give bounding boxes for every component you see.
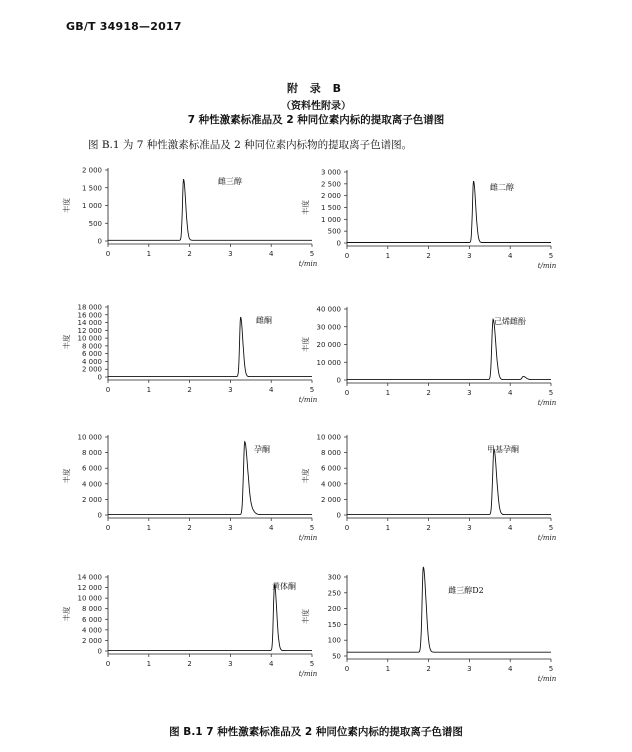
- y-tick-label: 6 000: [81, 464, 102, 473]
- x-tick-label: 1: [385, 524, 391, 532]
- y-tick-label: 0: [336, 239, 341, 248]
- compound-name-label: 甲基孕酮: [487, 445, 519, 454]
- y-tick-label: 8 000: [81, 449, 102, 458]
- x-tick-label: 0: [105, 524, 111, 532]
- y-tick-label: 3 000: [320, 168, 341, 177]
- axis-frame: [108, 305, 312, 380]
- chromatogram-5: [61, 434, 318, 543]
- x-tick-label: 3: [467, 524, 472, 532]
- x-tick-label: 0: [344, 389, 350, 397]
- y-tick-label: 4 000: [81, 626, 102, 635]
- y-tick-label: 20 000: [316, 341, 341, 349]
- y-tick-label: 4 000: [81, 357, 102, 366]
- x-tick-label: 2: [426, 665, 431, 673]
- x-tick-label: 4: [268, 524, 274, 532]
- y-tick-label: 500: [88, 219, 102, 228]
- x-tick-label: 2: [187, 524, 192, 532]
- chromatogram-trace: [108, 585, 312, 651]
- y-tick-label: 200: [327, 605, 341, 614]
- x-tick-label: 3: [228, 386, 233, 394]
- y-tick-label: 30 000: [316, 323, 341, 332]
- x-tick-label: 3: [228, 524, 233, 532]
- y-axis-label: 丰度: [62, 198, 71, 213]
- x-tick-label: 0: [105, 250, 111, 258]
- y-tick-label: 150: [327, 620, 341, 629]
- x-tick-label: 1: [385, 252, 391, 260]
- compound-name-label: 己烯雌酚: [494, 317, 526, 326]
- y-tick-label: 50: [332, 652, 341, 661]
- chromatogram-trace: [347, 319, 551, 379]
- x-axis-label: t/min: [537, 262, 557, 270]
- figure-caption: 图 B.1 7 种性激素标准品及 2 种同位素内标的提取离子色谱图: [169, 726, 463, 738]
- y-tick-label: 16 000: [77, 311, 102, 320]
- y-tick-label: 10 000: [77, 594, 102, 603]
- y-tick-label: 0: [97, 237, 102, 246]
- intro-paragraph: 图 B.1 为 7 种性激素标准品及 2 种同位素内标物的提取离子色谱图。: [88, 139, 413, 151]
- x-tick-label: 3: [467, 665, 472, 673]
- x-axis-label: t/min: [537, 399, 557, 407]
- y-tick-label: 4 000: [320, 480, 341, 489]
- chromatogram-8: [300, 567, 557, 683]
- x-tick-label: 5: [548, 252, 554, 260]
- chromatogram-6: [300, 434, 557, 543]
- axis-frame: [347, 435, 551, 518]
- chromatogram-3: [61, 304, 318, 405]
- y-tick-label: 8 000: [81, 605, 102, 614]
- compound-name-label: 雌酮: [256, 316, 272, 325]
- chromatogram-7: [61, 574, 318, 679]
- y-tick-label: 0: [336, 511, 341, 520]
- x-tick-label: 2: [187, 660, 192, 668]
- y-tick-label: 1 500: [81, 184, 102, 193]
- x-tick-label: 4: [507, 524, 513, 532]
- y-tick-label: 1 000: [320, 215, 341, 224]
- x-axis-label: t/min: [537, 675, 557, 683]
- y-tick-label: 250: [327, 589, 341, 598]
- chromatogram-trace: [347, 181, 551, 243]
- y-axis-label: 丰度: [301, 337, 310, 352]
- appendix-heading: 7 种性激素标准品及 2 种同位素内标的提取离子色谱图: [187, 114, 445, 126]
- x-tick-label: 3: [228, 250, 233, 258]
- y-tick-label: 14 000: [77, 573, 102, 582]
- y-tick-label: 0: [97, 373, 102, 382]
- x-tick-label: 0: [344, 665, 350, 673]
- y-tick-label: 0: [336, 376, 341, 385]
- x-tick-label: 0: [105, 386, 111, 394]
- x-axis-label: t/min: [298, 534, 318, 542]
- chromatogram-2: [300, 169, 557, 271]
- x-tick-label: 0: [344, 524, 350, 532]
- chromatogram-trace: [108, 179, 312, 240]
- x-tick-label: 2: [187, 250, 192, 258]
- x-tick-label: 5: [309, 524, 315, 532]
- x-tick-label: 1: [146, 250, 152, 258]
- y-tick-label: 14 000: [77, 319, 102, 328]
- x-tick-label: 1: [146, 524, 152, 532]
- chromatogram-trace: [347, 449, 551, 514]
- y-tick-label: 1 500: [320, 204, 341, 212]
- axis-frame: [108, 168, 312, 244]
- compound-name-label: 雌三醇D2: [448, 586, 484, 595]
- y-tick-label: 8 000: [320, 449, 341, 458]
- x-tick-label: 1: [146, 386, 152, 394]
- x-tick-label: 2: [187, 386, 192, 394]
- y-axis-label: 丰度: [301, 609, 310, 624]
- y-axis-label: 丰度: [62, 334, 71, 350]
- y-tick-label: 2 000: [81, 495, 102, 504]
- chromatogram-4: [300, 306, 557, 408]
- x-tick-label: 2: [426, 389, 431, 397]
- x-tick-label: 1: [385, 665, 391, 673]
- y-tick-label: 8 000: [81, 342, 102, 351]
- x-axis-label: t/min: [537, 534, 557, 542]
- x-tick-label: 3: [228, 660, 233, 668]
- chromatogram-trace: [108, 317, 312, 377]
- y-tick-label: 4 000: [81, 480, 102, 489]
- x-axis-label: t/min: [298, 670, 318, 678]
- y-tick-label: 0: [97, 511, 102, 520]
- y-tick-label: 2 000: [320, 495, 341, 504]
- y-tick-label: 2 000: [81, 166, 102, 175]
- compound-name-label: 雌二醇: [490, 183, 514, 192]
- appendix-title: 附 录 B: [286, 82, 346, 95]
- y-tick-label: 2 000: [81, 636, 102, 645]
- y-tick-label: 2 000: [81, 365, 102, 374]
- y-axis-label: 丰度: [62, 468, 71, 484]
- x-tick-label: 3: [467, 252, 472, 260]
- compound-name-label: 黄体酮: [272, 582, 296, 591]
- y-tick-label: 40 000: [316, 305, 341, 314]
- chromatogram-trace: [108, 442, 312, 515]
- x-tick-label: 4: [507, 389, 513, 397]
- y-tick-label: 10 000: [316, 433, 341, 442]
- y-axis-label: 丰度: [62, 606, 71, 622]
- x-tick-label: 0: [105, 660, 111, 668]
- x-tick-label: 4: [507, 252, 513, 260]
- x-tick-label: 5: [548, 665, 554, 673]
- y-tick-label: 6 000: [81, 615, 102, 624]
- x-tick-label: 2: [426, 524, 431, 532]
- axis-frame: [347, 170, 551, 246]
- y-tick-label: 500: [327, 227, 341, 236]
- y-tick-label: 100: [327, 636, 341, 645]
- x-tick-label: 4: [507, 665, 513, 673]
- x-tick-label: 4: [268, 386, 274, 394]
- x-tick-label: 2: [426, 252, 431, 260]
- compound-name-label: 孕酮: [254, 445, 270, 454]
- y-tick-label: 6 000: [81, 350, 102, 359]
- chromatogram-1: [61, 167, 318, 269]
- x-tick-label: 5: [309, 386, 315, 394]
- x-tick-label: 4: [268, 660, 274, 668]
- x-tick-label: 1: [146, 660, 152, 668]
- y-tick-label: 10 000: [77, 334, 102, 343]
- x-tick-label: 0: [344, 252, 350, 260]
- x-tick-label: 5: [548, 524, 554, 532]
- y-tick-label: 12 000: [77, 584, 102, 593]
- x-tick-label: 5: [309, 250, 315, 258]
- y-tick-label: 18 000: [77, 303, 102, 312]
- y-tick-label: 2 500: [320, 180, 341, 189]
- y-axis-label: 丰度: [301, 200, 310, 215]
- y-tick-label: 10 000: [316, 358, 341, 367]
- y-tick-label: 2 000: [320, 192, 341, 201]
- y-tick-label: 6 000: [320, 464, 341, 473]
- appendix-subtitle: （资料性附录）: [281, 101, 351, 112]
- standard-code: GB/T 34918—2017: [66, 20, 182, 33]
- y-tick-label: 1 000: [81, 202, 102, 210]
- x-axis-label: t/min: [298, 260, 318, 268]
- y-axis-label: 丰度: [301, 468, 310, 484]
- compound-name-label: 雌三醇: [218, 177, 242, 186]
- y-tick-label: 10 000: [77, 433, 102, 442]
- x-tick-label: 4: [268, 250, 274, 258]
- y-tick-label: 12 000: [77, 326, 102, 335]
- x-tick-label: 3: [467, 389, 472, 397]
- x-axis-label: t/min: [298, 396, 318, 404]
- x-tick-label: 5: [309, 660, 315, 668]
- axis-frame: [108, 435, 312, 518]
- y-tick-label: 300: [327, 573, 341, 582]
- chromatogram-trace: [347, 567, 551, 652]
- x-tick-label: 1: [385, 389, 391, 397]
- x-tick-label: 5: [548, 389, 554, 397]
- y-tick-label: 0: [97, 647, 102, 656]
